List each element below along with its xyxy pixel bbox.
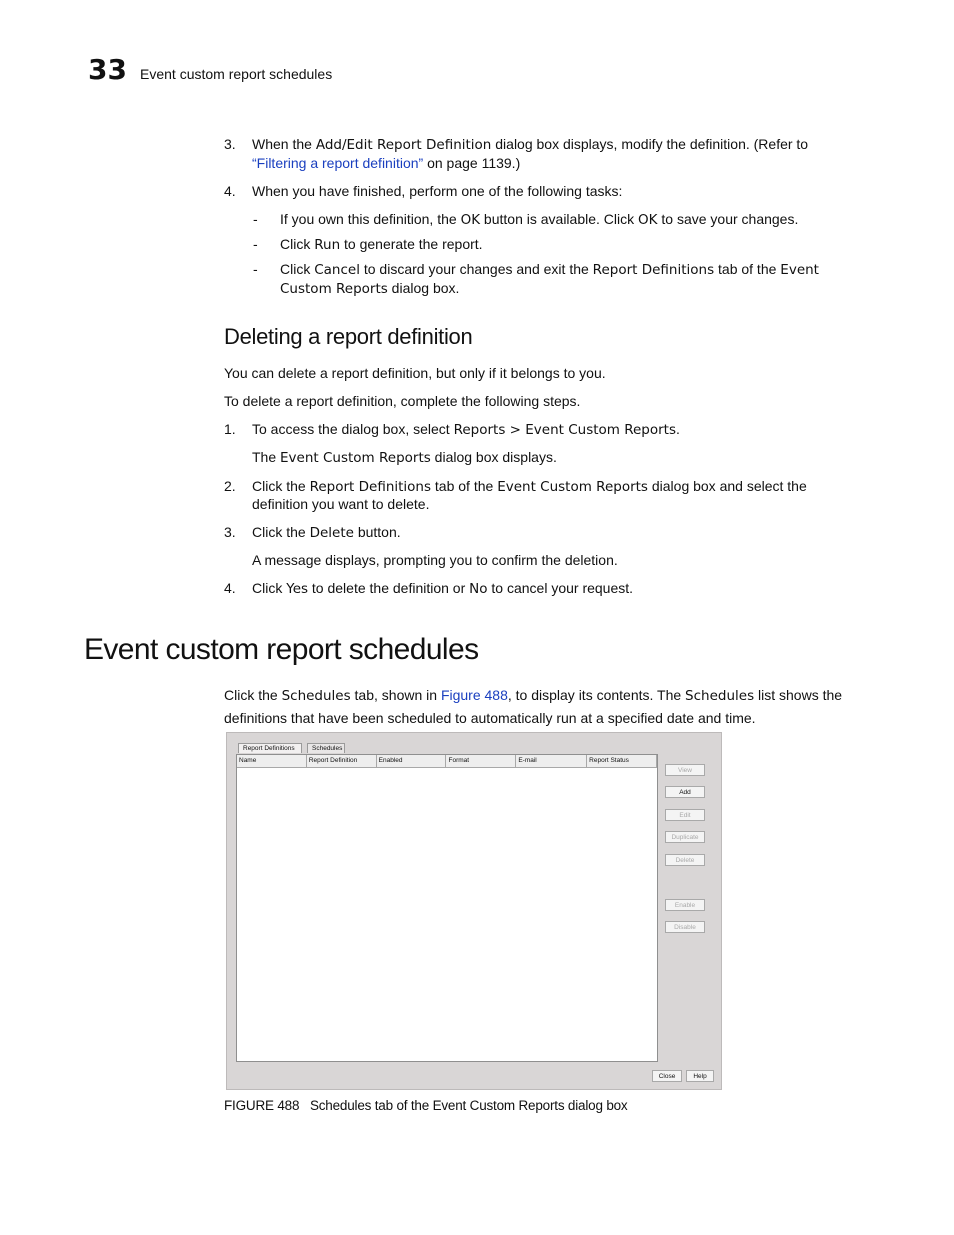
text-run: to cancel your request. [487, 580, 634, 596]
tab-report-definitions[interactable]: Report Definitions [238, 743, 302, 753]
step-3-text [252, 135, 852, 155]
ui-term: Delete [309, 525, 354, 541]
step-number: 2. [224, 478, 236, 494]
text-run: tab, shown in [350, 687, 441, 703]
schedules-intro-line2: definitions that have been scheduled to automatically run at a specified date and time. [224, 710, 756, 726]
bullet-dash: - [253, 236, 258, 252]
ui-term: OK [460, 212, 481, 228]
column-header-report-definition[interactable]: Report Definition [307, 755, 377, 767]
column-header-format[interactable]: Format [446, 755, 516, 767]
ui-term: Add/Edit Report Definition [315, 137, 492, 153]
ui-term: Run [314, 237, 341, 253]
duplicate-button[interactable]: Duplicate [665, 831, 705, 843]
ui-term: Schedules [281, 688, 351, 704]
step-4-text: When you have finished, perform one of the following tasks: [252, 183, 623, 199]
table-header [237, 755, 657, 768]
step-3-text-line2 [252, 154, 852, 173]
close-button[interactable]: Close [652, 1070, 682, 1082]
figure-caption-text: Schedules tab of the Event Custom Reports dialog box [309, 1098, 628, 1113]
text-run: If you own this definition, the [280, 211, 461, 227]
ui-term: No [469, 581, 488, 597]
text-run: Click [280, 236, 315, 252]
column-header-enabled[interactable]: Enabled [377, 755, 447, 767]
cross-reference-link[interactable]: Figure 488 [440, 687, 508, 703]
ui-term: OK [638, 212, 658, 228]
view-button[interactable]: View [665, 764, 705, 776]
bullet-cancel-line2 [280, 279, 860, 299]
text-run: dialog box and select the [647, 478, 807, 494]
ui-term: Event Custom Reports [280, 450, 431, 466]
ui-term: Report Definitions [309, 479, 432, 495]
ui-term: Cancel [314, 262, 360, 278]
schedules-table[interactable] [236, 754, 658, 1062]
step-number: 1. [224, 421, 236, 437]
chapter-number: 33 [88, 53, 127, 86]
column-header-report-status[interactable]: Report Status [587, 755, 657, 767]
text-run: Click the [252, 478, 310, 494]
text-run: list shows the [754, 687, 843, 703]
text-run: Click the [224, 687, 282, 703]
bullet-run [280, 235, 860, 255]
ui-term: Report Definitions [592, 262, 715, 278]
text-run: button. [353, 524, 401, 540]
text-run: to discard your changes and exit the [359, 261, 593, 277]
chapter-title: Event custom report schedules [140, 66, 333, 82]
edit-button[interactable]: Edit [665, 809, 705, 821]
text-run: When the [252, 136, 316, 152]
step-number: 4. [224, 183, 236, 199]
text-run: Click the [252, 524, 310, 540]
delete-step-1 [252, 420, 852, 440]
column-header-name[interactable]: Name [237, 755, 307, 767]
ui-term: Schedules [685, 688, 755, 704]
text-run: to delete the definition or [308, 580, 470, 596]
ui-term: Custom Reports [280, 281, 388, 297]
bullet-dash: - [253, 261, 258, 277]
delete-step-4 [252, 579, 852, 599]
cross-reference-link[interactable]: “Filtering a report definition” [252, 155, 424, 171]
schedules-intro [224, 686, 884, 706]
bullet-cancel [280, 260, 860, 280]
text-run: dialog box displays. [430, 449, 557, 465]
text-run: tab of the [431, 478, 498, 494]
column-header-email[interactable]: E-mail [516, 755, 587, 767]
text-run: The [252, 449, 281, 465]
section-heading-deleting: Deleting a report definition [224, 324, 473, 349]
paragraph: To delete a report definition, complete the following steps. [224, 393, 581, 409]
step-number: 3. [224, 136, 236, 152]
delete-step-1-note [252, 448, 852, 468]
text-run: , to display its contents. The [507, 687, 686, 703]
text-run: Click [252, 580, 287, 596]
add-button[interactable]: Add [665, 786, 705, 798]
bullet-dash: - [253, 211, 258, 227]
step-number: 3. [224, 524, 236, 540]
text-run: dialog box. [387, 280, 460, 296]
ui-term: Event Custom Reports [497, 479, 648, 495]
text-run: To access the dialog box, select [252, 421, 454, 437]
enable-button[interactable]: Enable [665, 899, 705, 911]
delete-step-3-note: A message displays, prompting you to confirm the deletion. [252, 552, 618, 568]
text-run: button is available. Click [480, 211, 639, 227]
figure-label: FIGURE 488 [224, 1098, 300, 1113]
figure-caption [224, 1097, 627, 1115]
text-run: to save your changes. [657, 211, 799, 227]
delete-step-3 [252, 523, 852, 543]
disable-button[interactable]: Disable [665, 921, 705, 933]
paragraph: You can delete a report definition, but only if it belongs to you. [224, 365, 606, 381]
help-button[interactable]: Help [686, 1070, 714, 1082]
text-run: dialog box displays, modify the definition. (Refer to [491, 136, 809, 152]
ui-term: Event [780, 262, 819, 278]
text-run: . [676, 421, 680, 437]
text-run: tab of the [714, 261, 781, 277]
delete-button[interactable]: Delete [665, 854, 705, 866]
section-heading-schedules: Event custom report schedules [84, 633, 479, 666]
bullet-ok [280, 210, 860, 230]
ui-term: Yes [286, 581, 309, 597]
text-run: to generate the report. [340, 236, 483, 252]
text-run: Click [280, 261, 315, 277]
ui-term: Reports > Event Custom Reports [453, 422, 677, 438]
text-run: on page 1139.) [423, 155, 521, 171]
step-number: 4. [224, 580, 236, 596]
delete-step-2 [252, 477, 852, 497]
tab-schedules[interactable]: Schedules [307, 743, 345, 753]
delete-step-2-line2: definition you want to delete. [252, 496, 430, 512]
event-custom-reports-dialog [226, 732, 722, 1090]
